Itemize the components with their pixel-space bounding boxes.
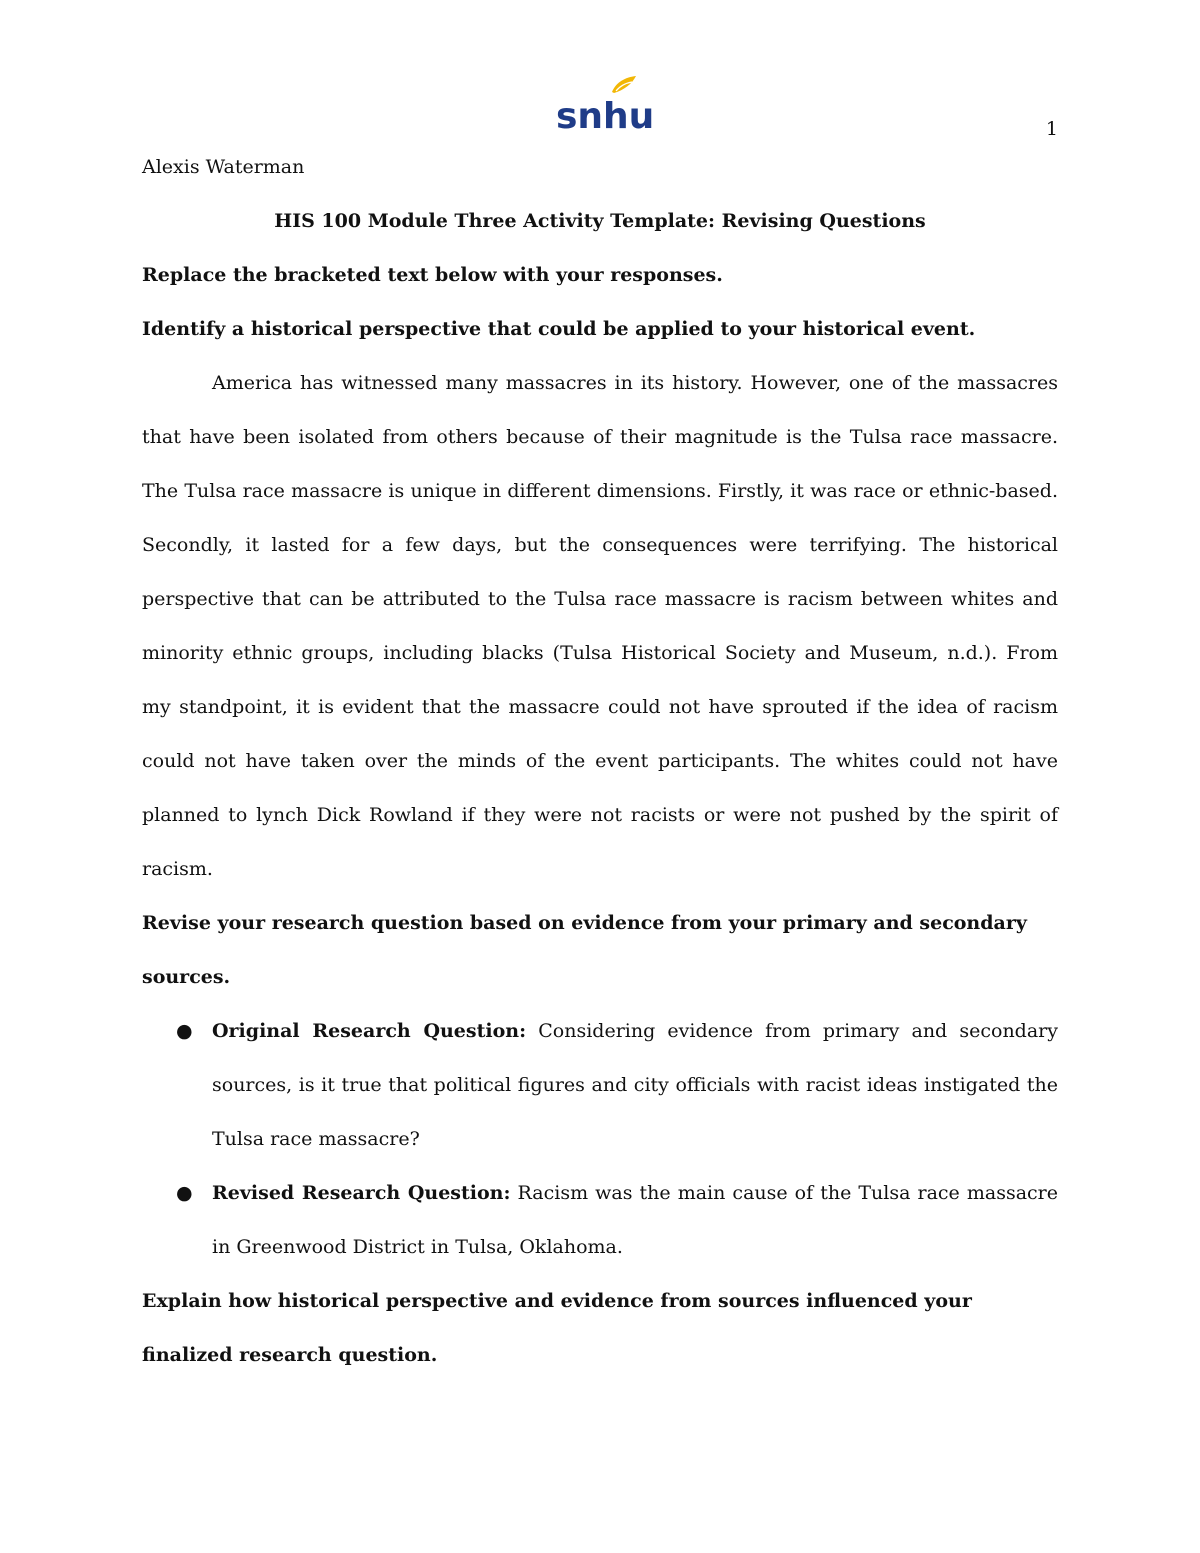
author-name: Alexis Waterman [142,156,305,178]
list-item-original-question [176,1004,1058,1166]
bullet-icon: ● [176,1020,193,1042]
prompt-revise-question: Revise your research question based on evidence from your primary and secondary sources. [142,912,1027,988]
instructions: Replace the bracketed text below with your responses. [142,264,723,286]
response-historical-perspective: America has witnessed many massacres in its history. However, one of the massacres that have been isolated from others because of their magnitude is the Tulsa race massacre. The Tulsa race massacre is unique in different dimensions. Firstly, it was race or ethnic-based. Secondly, it lasted for a few days, but the consequences were terrifying. The historical perspective that can be attributed to the Tulsa race massacre is racism between whites and minority ethnic groups, including blacks (Tulsa Historical Society and Museum, n.d.). From my standpoint, it is evident that the massacre could not have sprouted if the idea of racism could not have taken over the minds of the event participants. The whites could not have planned to lynch Dick Rowland if they were not racists or were not pushed by the spirit of racism. [142,372,1058,880]
prompt-historical-perspective: Identify a historical perspective that could be applied to your historical event. [142,318,976,340]
research-questions-list [142,1004,1058,1274]
original-question-label: Original Research Question: [212,1020,527,1042]
bullet-icon: ● [176,1182,193,1204]
document-body [142,140,1058,1382]
logo-leaf-icon [612,76,636,93]
list-item-revised-question [176,1166,1058,1274]
prompt-explain-influence: Explain how historical perspective and evidence from sources influenced your finalized research question. [142,1290,972,1366]
original-question-text: Considering evidence from primary and secondary sources, is it true that political figures and city officials with racist ideas instigated the Tulsa race massacre? [212,1020,1058,1150]
page-title: HIS 100 Module Three Activity Template: Revising Questions [274,210,926,232]
revised-question-label: Revised Research Question: [212,1182,511,1204]
snhu-logo [554,74,655,137]
logo-text: snhu [556,96,655,137]
revised-question-text: Racism was the main cause of the Tulsa race massacre in Greenwood District in Tulsa, Oklahoma. [212,1182,1058,1258]
page-number: 1 [1045,118,1058,140]
